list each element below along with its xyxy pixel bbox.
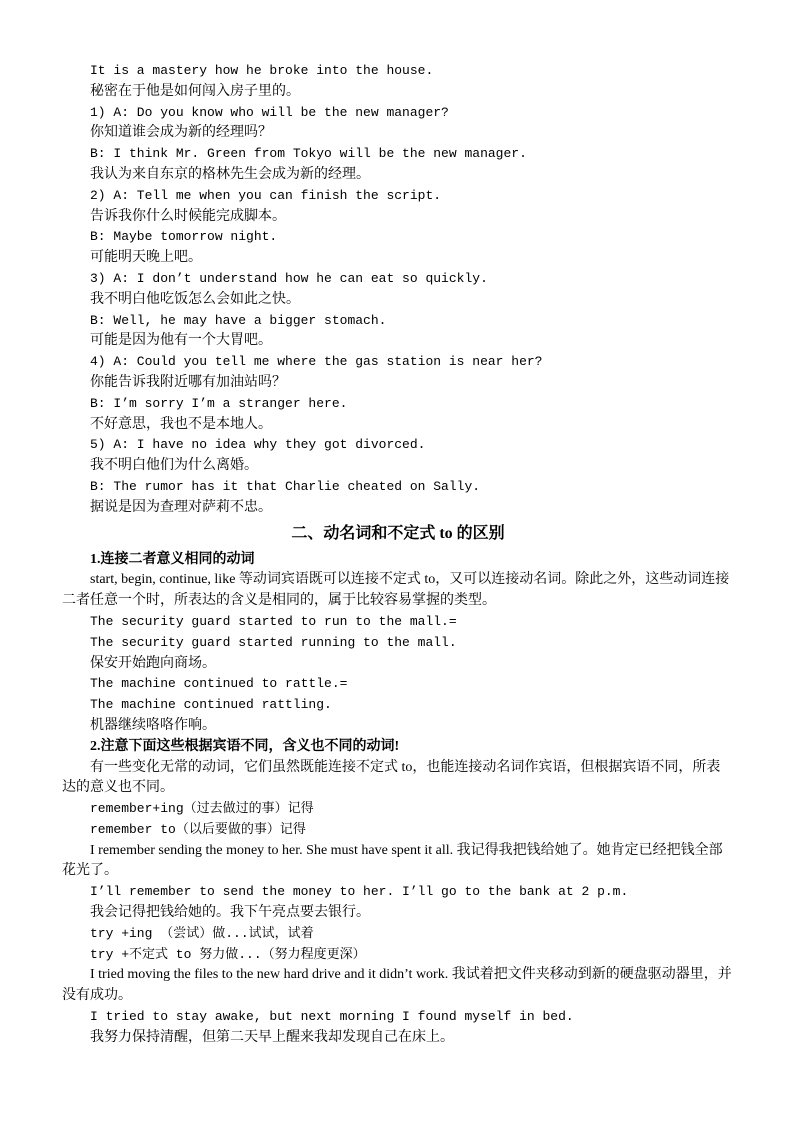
example-remember-to-send: I’ll remember to send the money to her. I’ll go to the bank at 2 p.m. <box>90 884 629 900</box>
dialogue-1-question-translation: 你知道谁会成为新的经理吗？ <box>90 125 272 141</box>
dialogue-4-question: 4) A: Could you tell me where the gas station is near her? <box>90 354 543 370</box>
example-started-to-run: The security guard started to run to the mall.= <box>90 613 457 629</box>
example-started-running: The security guard started running to the mall. <box>90 634 457 650</box>
dialogue-3-question: 3) A: I don’t understand how he can eat so quickly. <box>90 270 488 286</box>
example-remember-to-send-translation: 我会记得把钱给她的。我下午亮点要去银行。 <box>90 905 370 921</box>
intro-english: It is a mastery how he broke into the house. <box>90 63 434 78</box>
dialogue-1-answer: B: I think Mr. Green from Tokyo will be the new manager. <box>90 146 527 162</box>
document-body <box>62 61 734 1049</box>
example-continued-to-rattle: The machine continued to rattle.= <box>90 676 348 692</box>
intro-chinese: 秘密在于他是如何闯入房子里的。 <box>90 83 300 99</box>
example-tried-to-stay-awake-translation: 我努力保持清醒，但第二天早上醒来我却发现自己在床上。 <box>90 1029 454 1045</box>
example-tried-moving: I tried moving the files to the new hard drive and it didn’t work. 我试着把文件夹移动到新的硬盘驱动器里，并没有成功。 <box>62 967 732 1004</box>
dialogue-3-answer: B: Well, he may have a bigger stomach. <box>90 312 387 328</box>
dialogue-5-answer-translation: 据说是因为查理对萨莉不忠。 <box>90 499 272 515</box>
paragraph-same-meaning: start, begin, continue, like 等动词宾语既可以连接不定式 to，又可以连接动名词。除此之外，这些动词连接二者任意一个时，所表达的含义是相同的，属于比较容易掌握的类型。 <box>62 572 730 609</box>
rule-remember-ing: remember+ing（过去做过的事）记得 <box>90 801 314 817</box>
rule-try-to: try +不定式 to 努力做...（努力程度更深） <box>90 946 366 962</box>
rule-try-ing: try +ing （尝试）做...试试，试着 <box>90 925 314 941</box>
example-remember-sending: I remember sending the money to her. She must have spent it all. 我记得我把钱给她了。她肯定已经把钱全部花光了。 <box>62 842 723 879</box>
example-continued-rattling: The machine continued rattling. <box>90 697 332 713</box>
example-continued-translation: 机器继续咯咯作响。 <box>90 717 216 733</box>
rule-remember-to: remember to（以后要做的事）记得 <box>90 821 306 837</box>
dialogue-1-answer-translation: 我认为来自东京的格林先生会成为新的经理。 <box>90 166 370 182</box>
subheading-different-meaning-verbs: 2.注意下面这些根据宾语不同，含义也不同的动词! <box>90 738 400 754</box>
paragraph-different-meaning: 有一些变化无常的动词，它们虽然既能连接不定式 to，也能连接动名词作宾语，但根据宾语不同，所表达的意义也不同。 <box>62 759 721 796</box>
example-started-translation: 保安开始跑向商场。 <box>90 655 216 671</box>
dialogue-2-answer-translation: 可能明天晚上吧。 <box>90 250 202 266</box>
dialogue-5-question: 5) A: I have no idea why they got divorced. <box>90 437 426 453</box>
dialogue-4-answer: B: I’m sorry I’m a stranger here. <box>90 395 348 411</box>
section-heading: 二、动名词和不定式 to 的区别 <box>291 524 505 542</box>
subheading-same-meaning-verbs: 1.连接二者意义相同的动词 <box>90 551 255 567</box>
dialogue-4-answer-translation: 不好意思，我也不是本地人。 <box>90 416 272 432</box>
dialogue-4-question-translation: 你能告诉我附近哪有加油站吗？ <box>90 374 286 390</box>
dialogue-5-answer: B: The rumor has it that Charlie cheated on Sally. <box>90 478 481 494</box>
dialogue-3-question-translation: 我不明白他吃饭怎么会如此之快。 <box>90 291 300 307</box>
example-tried-to-stay-awake: I tried to stay awake, but next morning I found myself in bed. <box>90 1009 574 1025</box>
dialogue-2-answer: B: Maybe tomorrow night. <box>90 229 278 245</box>
dialogue-2-question-translation: 告诉我你什么时候能完成脚本。 <box>90 208 286 224</box>
dialogue-5-question-translation: 我不明白他们为什么离婚。 <box>90 458 258 474</box>
dialogue-1-question: 1) A: Do you know who will be the new manager? <box>90 104 449 120</box>
dialogue-3-answer-translation: 可能是因为他有一个大胃吧。 <box>90 333 272 349</box>
dialogue-2-question: 2) A: Tell me when you can finish the script. <box>90 187 442 203</box>
